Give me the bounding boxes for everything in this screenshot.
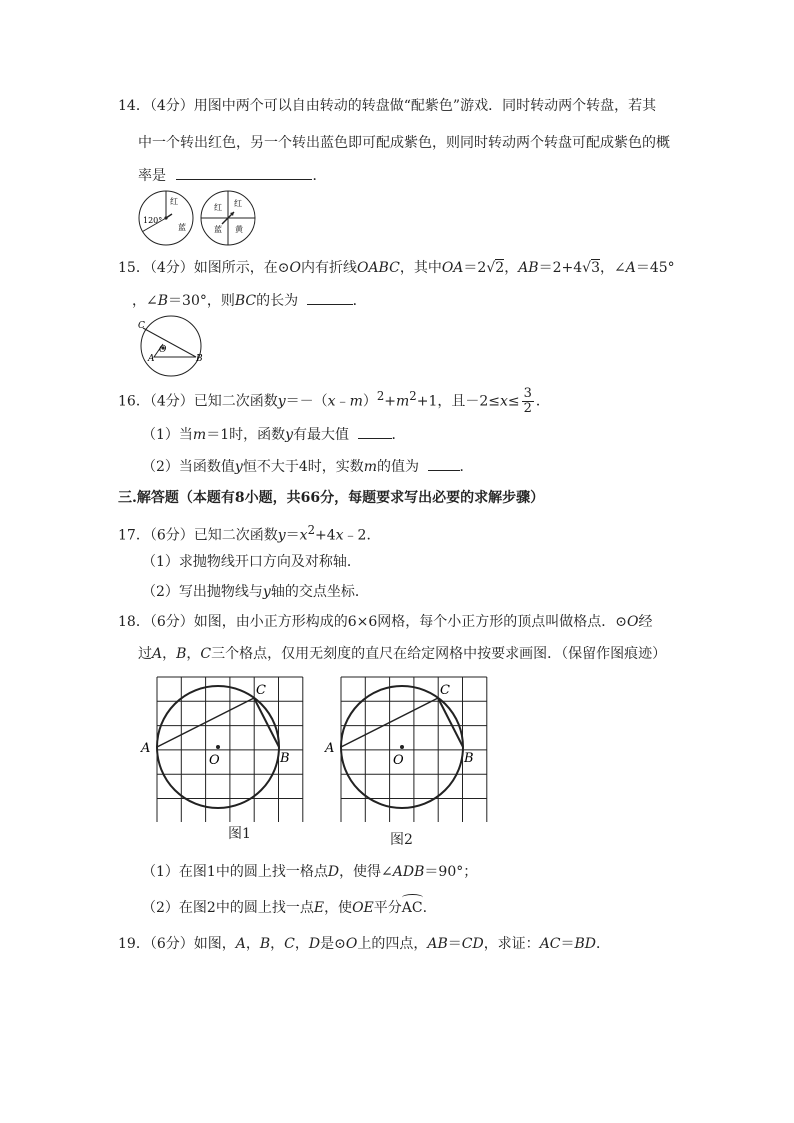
q15-line2 [132,290,367,311]
q15-circle-figure [134,314,206,378]
q15-text-c: ，其中 [399,260,442,276]
q19-line1 [118,934,610,954]
q16-fraction [522,387,534,416]
q19-text-b: 是⊙ [320,936,346,952]
q16-score: （4分） [149,393,194,410]
q16-var-m2: m [396,393,410,410]
q18-sep2: ， [186,646,201,662]
q18-sub1-c: ＝90°； [424,864,478,880]
q18-sub2 [142,898,427,918]
q19-end: ． [596,936,611,952]
q17-text-c: ﹣2． [343,527,381,544]
q15-var-A: A [625,260,636,276]
spinner-2-label-1: 红 [214,203,222,212]
q14-line3 [138,165,326,186]
fig2-label-B: B [464,751,474,766]
q17-sub2 [142,582,369,602]
q17-line1 [118,520,380,546]
q18-text-1-end: 经 [638,614,653,630]
q19-score: （6分） [149,936,194,952]
q18-sub2-a: （2）在图2中的圆上找一点 [142,900,314,916]
q15-var-O: O [289,260,301,276]
spinner-1-label-red: 红 [170,197,178,206]
q16-sup2a: 2 [376,389,385,403]
q16-sub2-b: 恒不大于4时，实数 [242,459,364,475]
q16-sub2 [142,456,474,477]
q16-sub1-a: （1）当 [142,427,193,443]
q16-text-g: ≤ [507,393,520,410]
q18-sub2-OE: OE [352,900,374,916]
q17-var-x2: x [335,527,344,544]
fig1-label-B: B [280,751,290,766]
q19-var-B: B [259,936,271,952]
q17-eq: ＝ [285,527,300,544]
q18-sub1-ADB: ADB [392,864,425,880]
spinner-1 [139,191,193,245]
q18-sub1 [142,862,477,882]
q18-text-1: 如图，由小正方形构成的6×6网格，每个小正方形的顶点叫做格点．⊙ [193,614,628,630]
q18-grid-2 [341,677,487,822]
q16-var-x: x [327,393,336,410]
spinner-1-angle: 120° [143,216,163,225]
q18-sub1-a: （1）在图1中的圆上找一格点 [142,864,328,880]
q16-sub2-c: 的值为 [377,459,420,475]
q15-var-AB: AB [518,260,539,276]
q16-sub2-a: （2）当函数值 [142,459,235,475]
q16-sub1-end: ． [391,427,406,443]
q15-line2-b: ＝30°，则 [168,293,235,309]
q16-sub2-y: y [234,459,243,475]
q17-sub2-y: y [262,584,271,600]
q18-sub2-E: E [313,900,325,916]
q15-eq3: ＝45° [635,260,675,276]
q19-var-D: D [308,936,321,952]
q15-label-O: O [159,345,167,355]
q18-fig1-caption: 图1 [228,826,251,842]
q18-line2-a: 过 [138,646,152,662]
q16-var-x2: x [500,393,508,410]
q17-sub1: （1）求抛物线开口方向及对称轴． [142,554,361,570]
q15-number: 15． [118,260,150,276]
spinner-2-label-2: 红 [234,199,242,208]
q18-line2 [138,644,666,664]
q17-sub2-a: （2）写出抛物线与 [142,584,263,600]
q16-text-f: +1，且－2≤ [416,393,500,410]
q15-text-b: 内有折线 [300,260,357,276]
q15-line2-a: ，∠ [132,293,158,309]
q18-sub2-arc-AC: AC [401,900,423,916]
q18-var-C: C [200,646,212,662]
q14-number: 14． [118,98,150,114]
q16-var-y: y [277,393,286,410]
q18-sub2-end: . [422,900,428,916]
q19-text-d: ，求证： [483,936,540,952]
q16-sub1-y: y [285,427,294,443]
q18-number: 18． [118,614,150,630]
q16-end: ． [535,393,550,410]
q17-score: （6分） [149,527,194,544]
q18-sep1: ， [162,646,177,662]
q14-line2: 中一个转出红色，另一个转出蓝色即可配成紫色，则同时转动两个转盘可配成紫色的概 [138,135,670,151]
q18-fig2-caption: 图2 [390,832,413,848]
q19-s2: ， [270,936,285,952]
q18-var-O: O [627,614,639,630]
q18-figure-1 [140,674,310,822]
spinner-1-label-blue: 蓝 [178,223,186,232]
q19-s3: ， [294,936,309,952]
q18-var-A: A [152,646,163,662]
fig1-label-C: C [256,683,266,698]
q16-sub1-m: m [192,427,207,443]
q15-label-A: A [148,354,155,364]
q19-var-BD: BD [574,936,597,952]
q15-line2-c: 的长为 [256,293,299,309]
q16-number: 16． [118,393,150,410]
q16-sub1-b: ＝1时，函数 [206,427,286,443]
q16-text-c: ﹣ [335,393,350,410]
q19-eq1: ＝ [447,936,462,952]
q18-sub1-D: D [327,864,340,880]
q17-text-a: 已知二次函数 [193,527,278,544]
q19-var-AB: AB [427,936,448,952]
q16-sub1-answer-blank[interactable] [358,424,392,439]
q15-comma1: ， [504,260,519,276]
q14-line1 [118,96,656,116]
q15-line1: 15．（4分）如图所示，在⊙O内有折线OABC，其中OA＝2√2，AB＝2+4√3，∠A＝45° [118,260,675,276]
q16-sub1 [142,424,406,445]
q18-grid-1 [157,677,303,822]
spinner-2 [201,191,255,245]
q16-line1 [118,386,550,416]
fig2-label-C: C [440,683,450,698]
q15-sqrt2: 2 [495,260,505,276]
q15-answer-blank[interactable] [307,290,353,305]
q19-var-CD: CD [461,936,484,952]
q17-sub2-b: 轴的交点坐标． [270,584,369,600]
fig2-label-O: O [393,753,404,768]
q16-text-d: ） [362,393,377,410]
q18-sub1-b: ，使得∠ [339,864,393,880]
q16-frac-num: 3 [523,386,532,402]
q19-var-A: A [235,936,246,952]
q18-line2-b: 三个格点，仅用无刻度的直尺在给定网格中按要求画图．（保留作图痕迹） [211,646,667,662]
q17-number: 17． [118,527,150,544]
q15-label-B: B [196,354,203,364]
q19-text-a: 如图， [193,936,236,952]
q17-sup2: 2 [307,523,315,537]
q19-var-C: C [284,936,295,952]
q18-sub2-c: 平分 [373,900,402,916]
q15-var-BC: BC [234,293,257,309]
q19-number: 19． [118,936,150,952]
q16-text-a: 已知二次函数 [193,393,278,410]
q14-score: （4分） [149,98,194,114]
q18-line1 [118,612,653,632]
q15-sqrt3: 3 [591,260,600,276]
q14-end: ． [312,168,327,184]
q16-sub2-end: ． [459,459,474,475]
q16-text-e: + [384,393,397,410]
q16-var-m: m [349,393,363,410]
q16-sub2-m: m [363,459,378,475]
q15-comma2: ，∠ [599,260,626,276]
q19-eq2: ＝ [560,936,575,952]
q14-answer-blank[interactable] [176,165,312,180]
q17-var-x: x [299,527,308,544]
q19-s1: ， [245,936,260,952]
q15-text-a: 如图所示，在⊙ [193,260,290,276]
q16-text-b: ＝－（ [285,393,328,410]
q16-frac-den: 2 [523,401,532,417]
q14-text-1: 用图中两个可以自由转动的转盘做“配紫色”游戏．同时转动两个转盘，若其 [193,98,657,114]
q19-var-O: O [345,936,358,952]
q18-var-B: B [176,646,187,662]
q16-sub1-c: 有最大值 [293,427,350,443]
q14-spinners-figure [136,190,256,246]
q17-text-b: +4 [315,527,336,544]
q15-var-B: B [157,293,169,309]
q15-eq2: ＝2+4 [538,260,583,276]
fig1-label-O: O [209,753,220,768]
fig1-label-A: A [141,741,151,756]
q16-sup2b: 2 [409,389,417,403]
q19-var-AC: AC [539,936,561,952]
q18-figure-2 [324,674,494,822]
q18-sub2-b: ，使 [324,900,353,916]
q16-sub2-answer-blank[interactable] [428,456,460,471]
section-3-heading: 三.解答题（本题有8小题，共66分，每题要求写出必要的求解步骤） [118,490,545,506]
q15-eq1: ＝2 [463,260,487,276]
q15-end: ． [352,293,367,309]
q15-score: （4分） [149,260,194,276]
q15-label-C: C [138,321,145,331]
spinner-2-label-3: 蓝 [214,225,222,234]
q14-text-3: 率是 [138,168,166,184]
q18-score: （6分） [149,614,194,630]
q19-text-c: 上的四点， [357,936,428,952]
spinner-2-label-4: 黄 [235,225,243,234]
q15-var-OA: OA [441,260,464,276]
q17-var-y: y [277,527,286,544]
fig2-label-A: A [325,741,335,756]
q15-var-OABC: OABC [356,260,400,276]
